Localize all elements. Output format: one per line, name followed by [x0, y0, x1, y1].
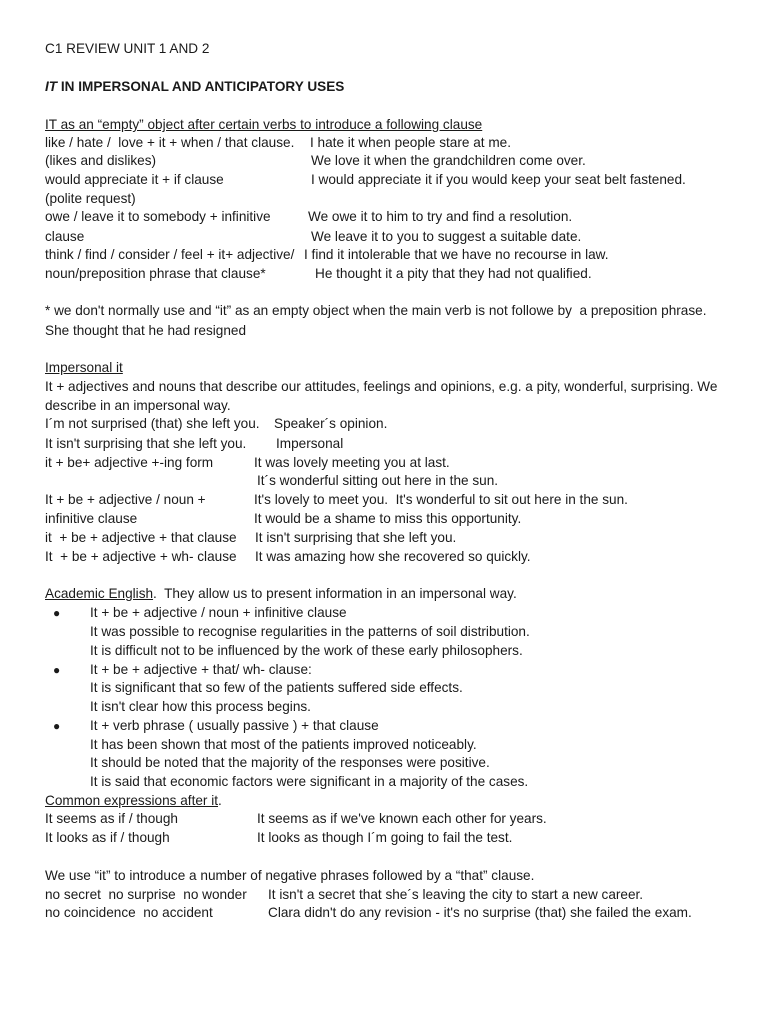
rule-example: We owe it to him to try and find a resolution.: [308, 209, 573, 224]
rule-left: (polite request): [45, 191, 136, 206]
compare-label: Impersonal: [276, 436, 344, 451]
document-title: C1 REVIEW UNIT 1 AND 2: [45, 41, 210, 56]
rule-left: It + be + adjective / noun +: [45, 492, 206, 507]
rule-example: It would be a shame to miss this opportunity.: [254, 511, 522, 526]
rule-example: It seems as if we've known each other for years.: [257, 811, 547, 826]
rule-left: owe / leave it to somebody + infinitive: [45, 209, 271, 224]
rule-left: infinitive clause: [45, 511, 138, 526]
rule-example: I hate it when people stare at me.: [310, 135, 512, 150]
compare-example: I´m not surprised (that) she left you.: [45, 416, 260, 431]
heading-it: IT: [45, 79, 58, 94]
bullet-icon: ●: [53, 606, 61, 620]
rule-example: He thought it a pity that they had not qualified.: [315, 266, 592, 281]
empty-object-title: IT as an “empty” object after certain verbs to introduce a following clause: [45, 117, 483, 132]
bullet-example: It has been shown that most of the patients improved noticeably.: [90, 737, 477, 752]
rule-example: I would appreciate it if you would keep your seat belt fastened.: [311, 172, 686, 187]
compare-example: It isn't surprising that she left you.: [45, 436, 247, 451]
footnote: * we don't normally use and “it” as an empty object when the main verb is not followe by a preposition phrase.: [45, 303, 707, 318]
bullet-example: It is significant that so few of the patients suffered side effects.: [90, 680, 463, 695]
negative-intro: We use “it” to introduce a number of negative phrases followed by a “that” clause.: [45, 868, 535, 883]
rule-example: It isn't a secret that she´s leaving the city to start a new career.: [268, 887, 644, 902]
compare-label: Speaker´s opinion.: [274, 416, 388, 431]
bullet-example: It should be noted that the majority of the responses were positive.: [90, 755, 490, 770]
bullet-example: It isn't clear how this process begins.: [90, 699, 311, 714]
rule-example: We love it when the grandchildren come over.: [311, 153, 586, 168]
rule-left: like / hate / love + it + when / that clause.: [45, 135, 295, 150]
rule-left: (likes and dislikes): [45, 153, 157, 168]
rule-example: It was lovely meeting you at last.: [254, 455, 450, 470]
rule-example: It´s wonderful sitting out here in the sun.: [257, 473, 499, 488]
rule-left: no secret no surprise no wonder: [45, 887, 247, 902]
rule-left: It seems as if / though: [45, 811, 178, 826]
academic-intro: . They allow us to present information in an impersonal way.: [153, 586, 517, 601]
rule-left: It looks as if / though: [45, 830, 170, 845]
bullet-heading: It + verb phrase ( usually passive ) + that clause: [90, 718, 379, 733]
rule-example: We leave it to you to suggest a suitable date.: [311, 229, 582, 244]
impersonal-intro: describe in an impersonal way.: [45, 398, 231, 413]
bullet-icon: ●: [53, 663, 61, 677]
impersonal-title: Impersonal it: [45, 360, 123, 375]
rule-left: think / find / consider / feel + it+ adjective/: [45, 247, 295, 262]
bullet-example: It is difficult not to be influenced by the work of these early philosophers.: [90, 643, 523, 658]
bullet-heading: It + be + adjective + that/ wh- clause:: [90, 662, 312, 677]
heading-text: IN IMPERSONAL AND ANTICIPATORY USES: [57, 79, 345, 94]
rule-left: it + be+ adjective +-ing form: [45, 455, 214, 470]
impersonal-intro: It + adjectives and nouns that describe our attitudes, feelings and opinions, e.g. a pity, wonderful, surprising. We: [45, 379, 718, 394]
bullet-heading: It + be + adjective / noun + infinitive clause: [90, 605, 347, 620]
rule-left: clause: [45, 229, 85, 244]
expressions-title-end: .: [218, 793, 222, 808]
footnote-example: She thought that he had resigned: [45, 323, 247, 338]
rule-example: It's lovely to meet you. It's wonderful to sit out here in the sun.: [254, 492, 628, 507]
bullet-example: It is said that economic factors were significant in a majority of the cases.: [90, 774, 529, 789]
expressions-heading: [45, 793, 222, 809]
rule-left: no coincidence no accident: [45, 905, 213, 920]
rule-left: noun/preposition phrase that clause*: [45, 266, 266, 281]
rule-left: It + be + adjective + wh- clause: [45, 549, 237, 564]
academic-heading: [45, 586, 517, 602]
rule-example: Clara didn't do any revision - it's no surprise (that) she failed the exam.: [268, 905, 692, 920]
rule-example: It was amazing how she recovered so quickly.: [255, 549, 531, 564]
expressions-title: Common expressions after it: [45, 793, 219, 808]
rule-left: it + be + adjective + that clause: [45, 530, 237, 545]
section-heading: [45, 79, 344, 95]
rule-left: would appreciate it + if clause: [45, 172, 224, 187]
academic-title: Academic English: [45, 586, 154, 601]
bullet-example: It was possible to recognise regularities in the patterns of soil distribution.: [90, 624, 530, 639]
rule-example: I find it intolerable that we have no recourse in law.: [304, 247, 609, 262]
rule-example: It isn't surprising that she left you.: [255, 530, 457, 545]
rule-example: It looks as though I´m going to fail the test.: [257, 830, 513, 845]
bullet-icon: ●: [53, 719, 61, 733]
